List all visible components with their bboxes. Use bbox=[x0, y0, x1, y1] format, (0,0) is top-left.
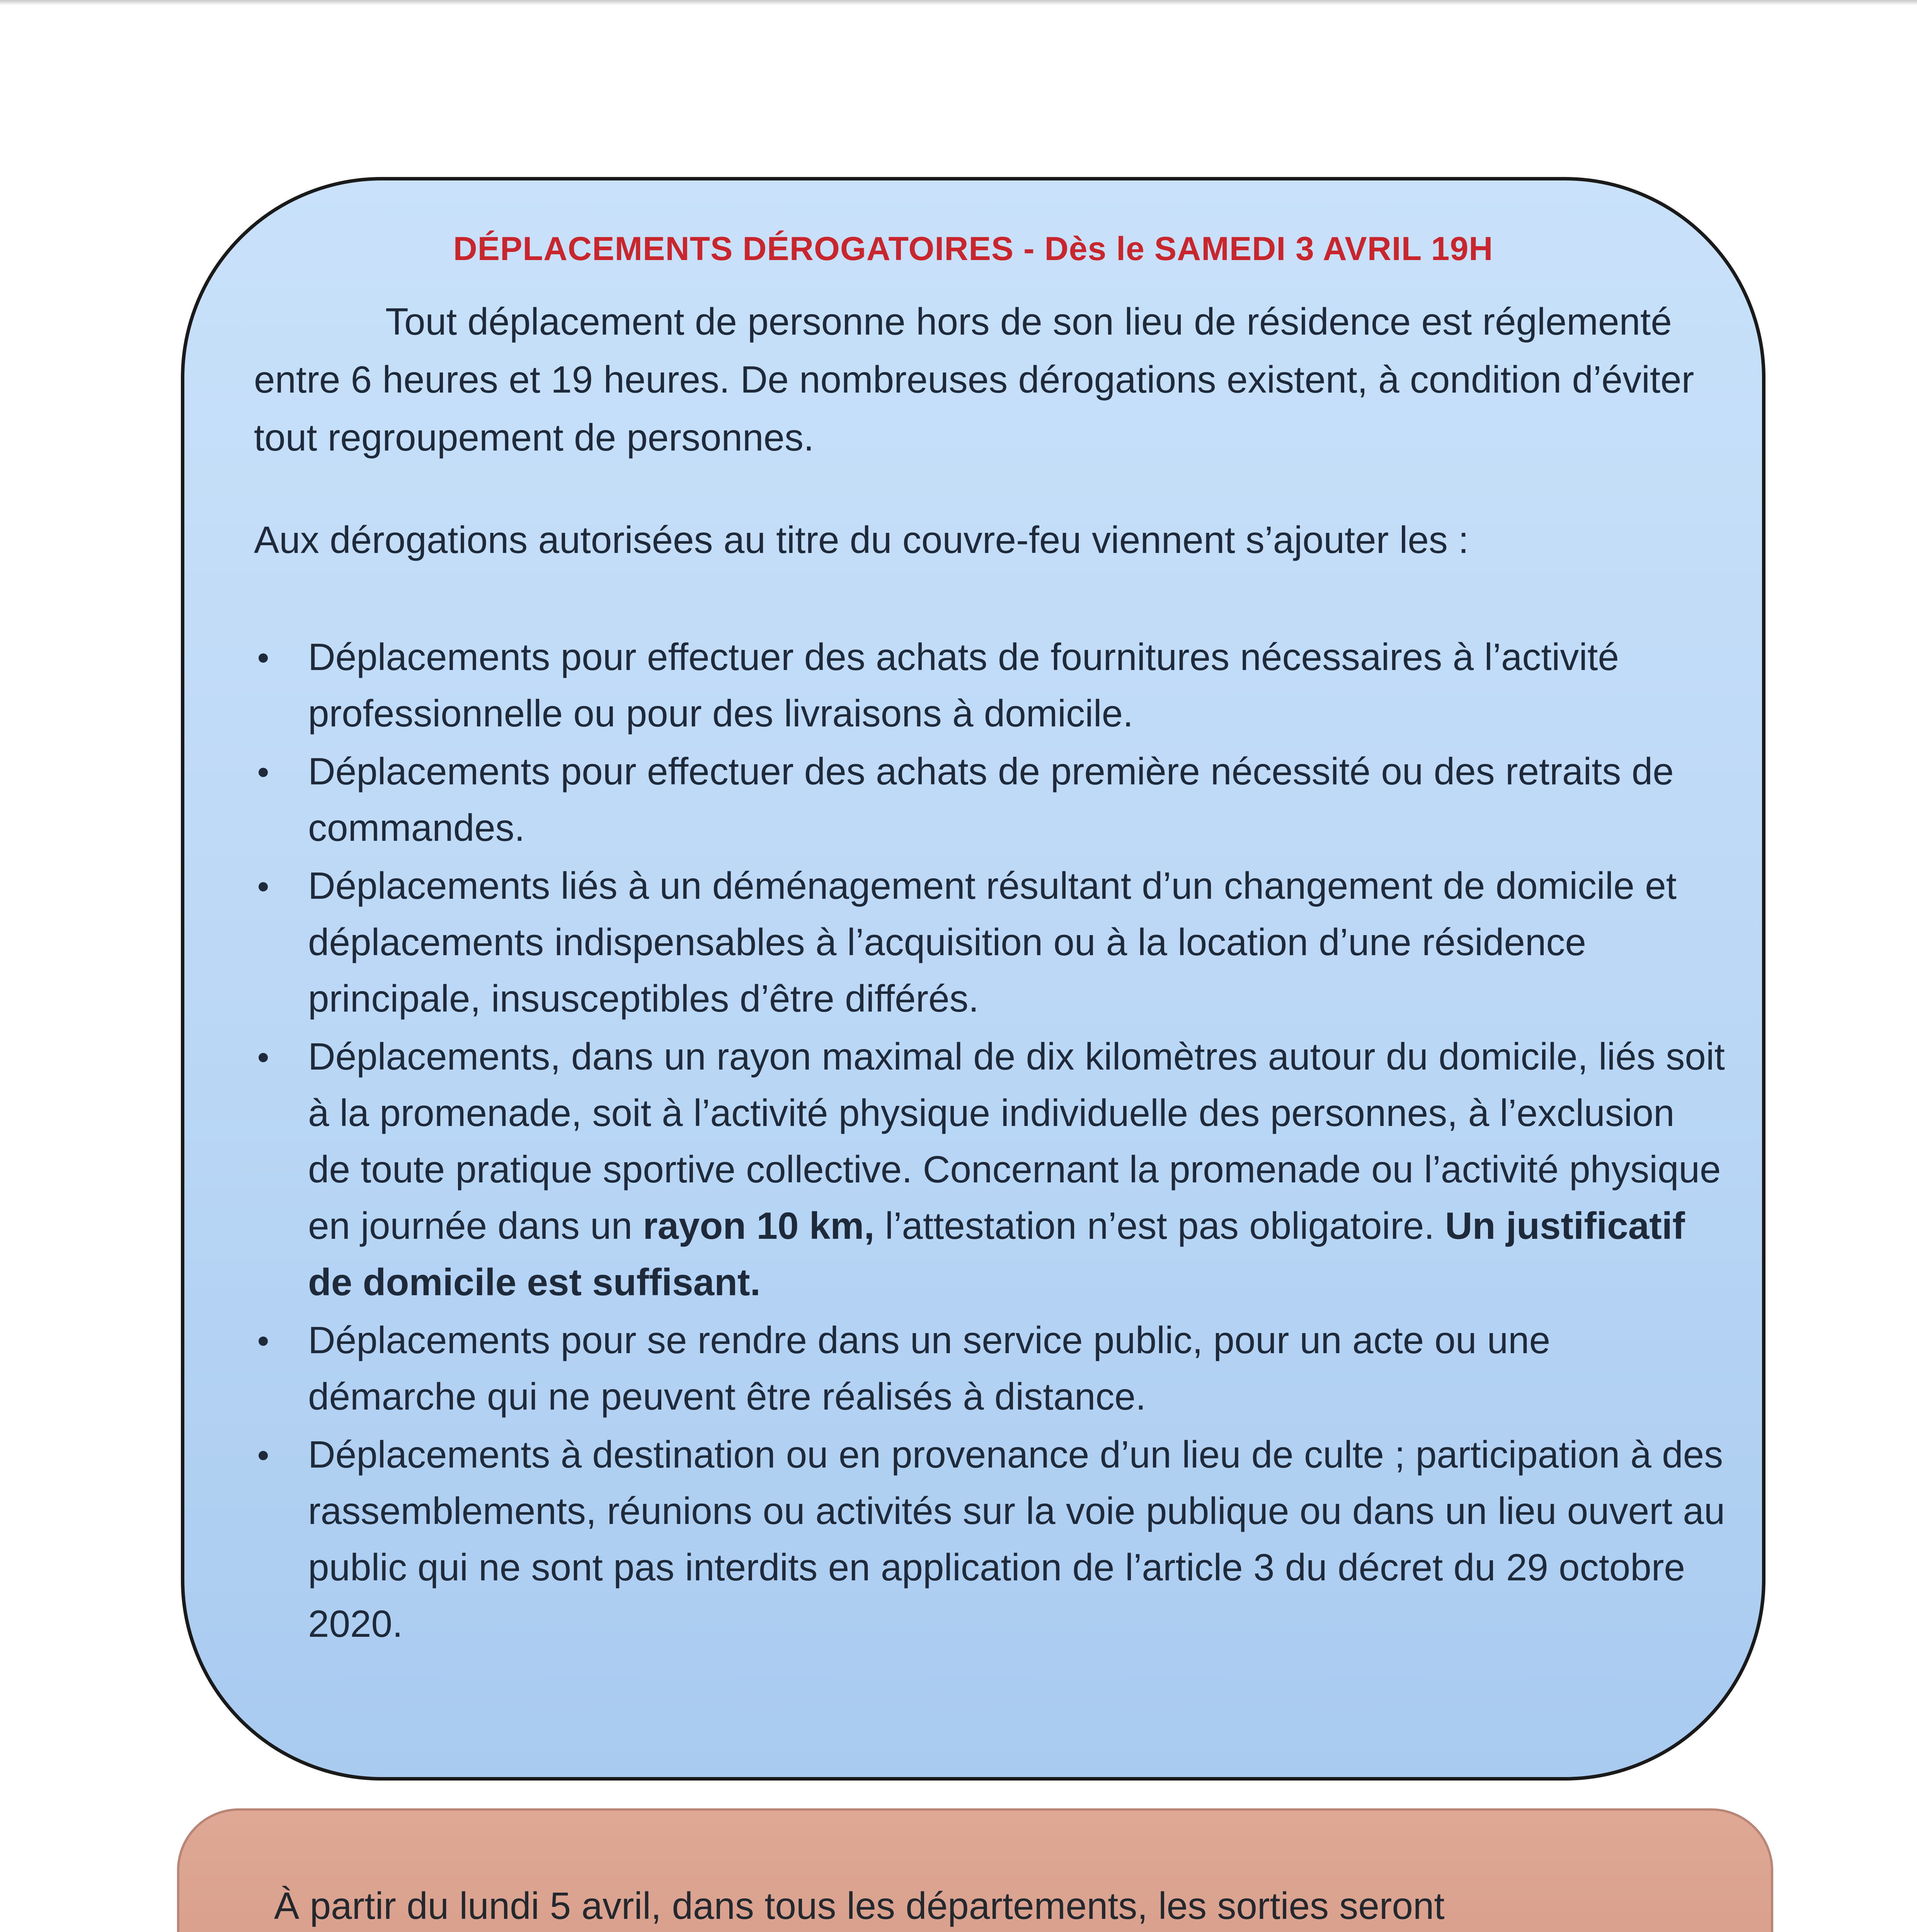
derogations-title: DÉPLACEMENTS DÉROGATOIRES - Dès le SAMEDI 3 AVRIL 19H bbox=[453, 230, 1493, 267]
derogations-list bbox=[254, 629, 1726, 1653]
list-item-text: Déplacements pour effectuer des achats de fournitures nécessaires à l’activité professionnelle ou pour des livraisons à domicile. bbox=[308, 636, 1619, 735]
bullet-icon bbox=[259, 882, 268, 891]
derogations-lead: Aux dérogations autorisées au titre du couvre-feu viennent s’ajouter les : bbox=[254, 519, 1469, 561]
list-item-text: Déplacements pour effectuer des achats de première nécessité ou des retraits de commandes. bbox=[308, 750, 1674, 849]
notice-box bbox=[177, 1808, 1773, 1932]
list-item bbox=[254, 857, 1726, 1027]
bullet-icon bbox=[259, 1451, 268, 1460]
bullet-icon bbox=[259, 1337, 268, 1346]
derogations-intro: Tout déplacement de personne hors de son lieu de résidence est réglementé entre 6 heures et 19 heures. De nombreuses dérogations existent, à condition d’éviter tout regroupement de personnes. bbox=[254, 300, 1694, 459]
bullet-icon bbox=[259, 653, 268, 663]
list-item-text: Déplacements liés à un déménagement résultant d’un changement de domicile et déplacements indispensables à l’acquisition ou à la location d’une résidence principale, insusceptibles d’être différés. bbox=[308, 864, 1677, 1020]
list-item bbox=[254, 629, 1726, 742]
list-item bbox=[254, 1028, 1726, 1310]
list-item bbox=[254, 1426, 1726, 1652]
list-item-text: Déplacements, dans un rayon maximal de dix kilomètres autour du domicile, liés soit à la promenade, soit à l’activité physique individuelle des personnes, à l’exclusion de toute pratique sportive collective. Concernant la promenade ou l’activité physique en journée dans un bbox=[308, 1035, 1725, 1247]
notice-text bbox=[232, 1872, 1739, 1932]
bullet-icon bbox=[259, 1053, 268, 1062]
notice-line-1: À partir du lundi 5 avril, dans tous les départements, les sorties seront bbox=[274, 1884, 1445, 1927]
derogations-box bbox=[181, 177, 1765, 1781]
list-item-text: Déplacements pour se rendre dans un service public, pour un acte ou une démarche qui ne peuvent être réalisés à distance. bbox=[308, 1319, 1551, 1418]
list-item-text: l’attestation n’est pas obligatoire. bbox=[874, 1204, 1445, 1247]
list-item bbox=[254, 1312, 1726, 1425]
list-item-text: Déplacements à destination ou en provenance d’un lieu de culte ; participation à des rassemblements, réunions ou activités sur la voie publique ou dans un lieu ouvert au public qui ne sont pas interdits en application de l’article 3 du décret du 29 octobre 2020. bbox=[308, 1433, 1725, 1645]
scan-edge bbox=[0, 0, 1917, 5]
list-item bbox=[254, 743, 1726, 856]
bullet-icon bbox=[259, 768, 268, 777]
list-item-bold: rayon 10 km, bbox=[643, 1204, 875, 1247]
list-item-bold: Un justificatif de domicile est suffisant. bbox=[308, 1204, 1685, 1303]
